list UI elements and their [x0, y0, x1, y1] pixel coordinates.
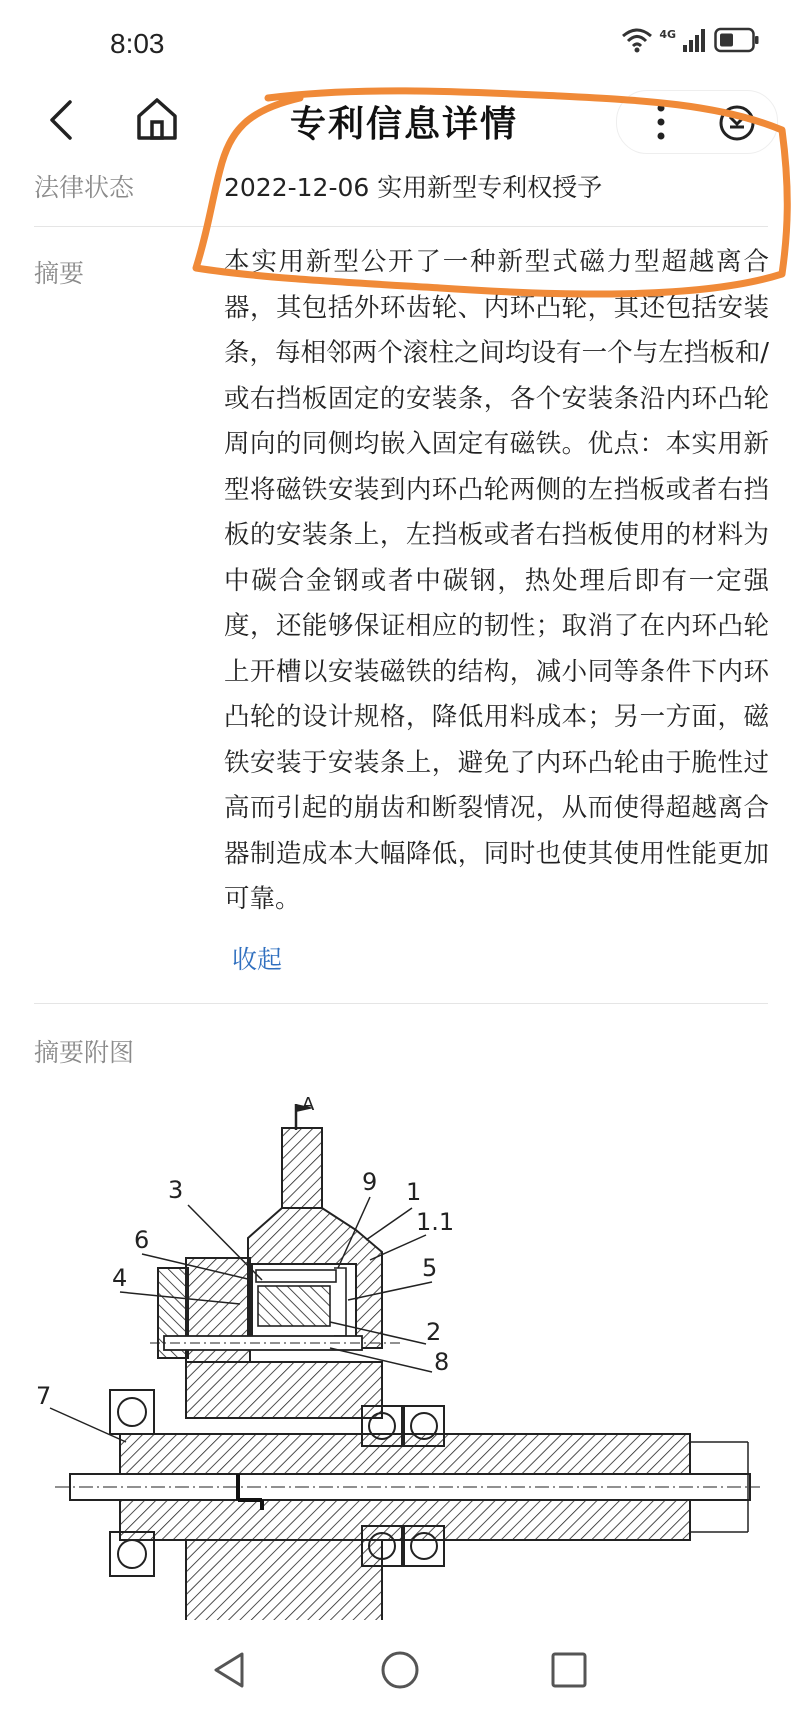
- callout-8: 8: [434, 1348, 450, 1376]
- callout-4: 4: [112, 1264, 128, 1292]
- page-title: 专利信息详情: [290, 104, 519, 145]
- callout-6: 6: [134, 1226, 150, 1254]
- signal-icon: [682, 27, 708, 53]
- shaft-lower: [120, 1500, 690, 1540]
- collapse-link[interactable]: 收起: [232, 945, 283, 974]
- abstract-text: 本实用新型公开了一种新型式磁力型超越离合器，其包括外环齿轮、内环凸轮，其还包括安装条，每相邻两个滚柱之间均设有一个与左挡板和/或右挡板固定的安装条，各个安装条沿内环凸轮周向的同侧均嵌入固定有磁铁。优点：本实用新型将磁铁安装到内环凸轮两侧的左挡板或者右挡板的安装条上，左挡板或者右挡板使用的材料为中碳合金钢或者中碳钢，热处理后即有一定强度，还能够保证相应的韧性；取消了在内环凸轮上开槽以安装磁铁的结构，减小同等条件下内环凸轮的设计规格，降低用料成本；另一方面，磁铁安装于安装条上，避免了内环凸轮由于脆性过高而引起的崩齿和断裂情况，从而使得超越离合器制造成本大幅降低，同时也使其使用性能更加可靠。: [224, 247, 769, 914]
- system-nav-bar: [0, 1620, 800, 1711]
- wifi-icon: [621, 26, 653, 54]
- divider: [34, 226, 768, 227]
- section-mark: [296, 1094, 315, 1130]
- callout-2: 2: [426, 1318, 442, 1346]
- battery-icon: [714, 27, 760, 53]
- nav-home-circle-icon[interactable]: [380, 1650, 420, 1690]
- callout-5: 5: [422, 1254, 438, 1282]
- callout-1: 1: [406, 1178, 422, 1206]
- callout-7: 7: [36, 1382, 52, 1410]
- lower-body: [186, 1540, 382, 1630]
- shaft-upper: [120, 1434, 690, 1474]
- home-icon[interactable]: [134, 94, 180, 144]
- nav-recents-square-icon[interactable]: [550, 1651, 588, 1689]
- lower-hub: [186, 1362, 382, 1418]
- patent-drawing: [0, 1090, 800, 1630]
- nav-back-triangle-icon[interactable]: [210, 1650, 250, 1690]
- gear-tooth: [282, 1128, 322, 1208]
- nav-bar: [0, 80, 800, 160]
- legal-status-label: 法律状态: [34, 173, 135, 202]
- inner-cam: [258, 1286, 330, 1326]
- legal-status-value: 2022-12-06 实用新型专利权授予: [224, 173, 603, 202]
- callout-9: 9: [362, 1168, 378, 1196]
- network-type-label: 4G: [659, 27, 676, 41]
- abstract-figure: [0, 1090, 800, 1630]
- figure-label: 摘要附图: [34, 1038, 135, 1067]
- status-time: 8:03: [110, 28, 165, 59]
- section-mark-label: A: [302, 1094, 315, 1115]
- callout-1-1: 1.1: [416, 1208, 455, 1236]
- back-icon[interactable]: [40, 96, 84, 144]
- close-icon[interactable]: [717, 103, 757, 143]
- status-bar: [0, 0, 800, 90]
- more-icon[interactable]: [641, 99, 681, 145]
- mini-program-capsule: [616, 90, 778, 154]
- divider: [34, 1003, 768, 1004]
- status-icons: [621, 26, 760, 54]
- callout-3: 3: [168, 1176, 184, 1204]
- abstract-label: 摘要: [34, 259, 85, 288]
